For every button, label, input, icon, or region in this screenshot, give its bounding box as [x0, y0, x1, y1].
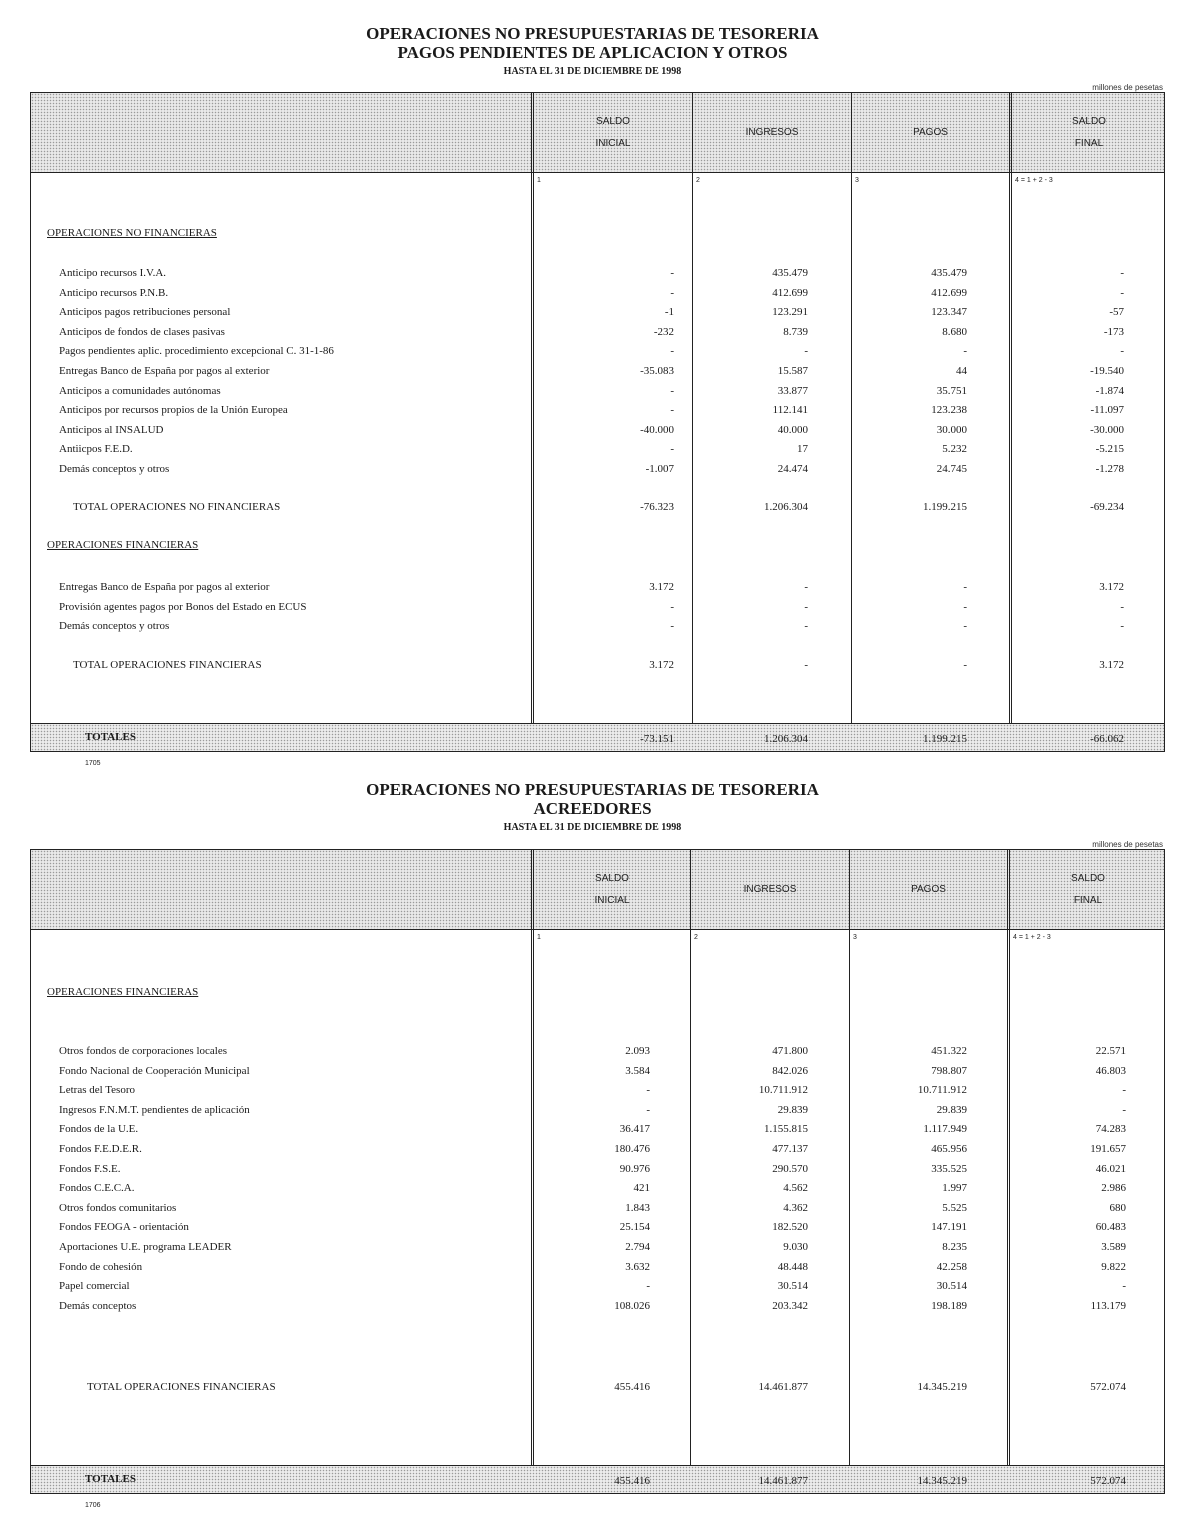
- cell-value: 1.155.815: [764, 1123, 808, 1136]
- col-number: 4 = 1 + 2 - 3: [1013, 934, 1051, 941]
- section-heading: OPERACIONES FINANCIERAS: [47, 986, 199, 998]
- cell-value: -: [670, 286, 674, 299]
- cell-value: -19.540: [1090, 365, 1124, 377]
- cell-value: -: [670, 600, 674, 613]
- table2-title: OPERACIONES NO PRESUPUESTARIAS DE TESORERIA: [366, 780, 819, 799]
- cell-value: 182.520: [772, 1221, 808, 1234]
- cell-value: -11.097: [1090, 404, 1124, 417]
- table-row: [31, 383, 1164, 401]
- table2-units: millones de pesetas: [1092, 840, 1163, 849]
- cell-value: -: [963, 581, 967, 593]
- cell-value: 40.000: [777, 423, 808, 436]
- total-row: TOTAL OPERACIONES FINANCIERAS 455.416 14.461.877 14.345.219 572.074: [87, 1381, 1126, 1393]
- table-row: [31, 1141, 1164, 1159]
- row-label: Provisión agentes pagos por Bonos del Estado en ECUS: [59, 600, 307, 613]
- cell-value: 2.986: [1101, 1182, 1126, 1195]
- table-row: [31, 343, 1164, 361]
- col-number: 3: [853, 934, 857, 941]
- cell-value: -: [804, 620, 808, 633]
- row-label: Demás conceptos y otros: [59, 463, 170, 475]
- cell-value: 29.839: [936, 1103, 967, 1116]
- row-label: Anticipos pagos retribuciones personal: [59, 306, 231, 319]
- cell-value: 9.822: [1101, 1260, 1126, 1273]
- cell-value: -: [670, 345, 674, 358]
- col-saldo-inicial-header: SALDO INICIAL: [594, 873, 630, 906]
- cell-value: 24.745: [936, 463, 967, 475]
- page-code: 1706: [85, 1502, 101, 1509]
- table-row: [31, 461, 1164, 479]
- table-row: [31, 1219, 1164, 1237]
- cell-value: 8.680: [942, 325, 967, 338]
- cell-value: 4.562: [783, 1182, 808, 1195]
- cell-value: 25.154: [619, 1221, 650, 1234]
- cell-value: 412.699: [772, 286, 808, 299]
- cell-value: -: [1120, 286, 1124, 299]
- col-number: 4 = 1 + 2 - 3: [1015, 177, 1053, 184]
- cell-value: 90.976: [619, 1162, 650, 1175]
- cell-value: 113.179: [1090, 1299, 1126, 1312]
- table1-date: HASTA EL 31 DE DICIEMBRE DE 1998: [503, 66, 682, 77]
- table-row: [31, 1121, 1164, 1139]
- row-label: Papel comercial: [59, 1280, 130, 1293]
- row-label: Anticipos de fondos de clases pasivas: [59, 325, 225, 338]
- row-label: Antiicpos F.E.D.: [59, 443, 133, 456]
- cell-value: -1: [664, 306, 674, 319]
- cell-value: -5.215: [1095, 443, 1124, 456]
- cell-value: 3.172: [649, 581, 674, 593]
- table1-subtitle-line: PAGOS PENDIENTES DE APLICACION Y OTROS: [397, 43, 788, 62]
- cell-value: 2.093: [625, 1045, 650, 1057]
- cell-value: -: [646, 1280, 650, 1293]
- cell-value: -: [670, 443, 674, 456]
- cell-value: 17: [797, 443, 808, 456]
- cell-value: -: [1122, 1280, 1126, 1293]
- cell-value: 680: [1109, 1201, 1126, 1214]
- cell-value: -: [1120, 620, 1124, 633]
- col-saldo-final-header: SALDO FINAL: [1071, 873, 1105, 906]
- row-label: Fondo de cohesión: [59, 1260, 143, 1273]
- cell-value: 123.347: [931, 306, 967, 319]
- cell-value: -: [804, 581, 808, 593]
- cell-value: 44: [956, 365, 967, 377]
- table1: [30, 92, 1165, 752]
- cell-value: -232: [653, 325, 674, 338]
- row-label: Demás conceptos: [59, 1299, 137, 1312]
- row-label: Fondos de la U.E.: [59, 1123, 139, 1136]
- cell-value: 421: [633, 1182, 650, 1195]
- row-label: Ingresos F.N.M.T. pendientes de aplicación: [59, 1103, 250, 1116]
- cell-value: 8.739: [783, 325, 808, 338]
- cell-value: 74.283: [1095, 1123, 1126, 1136]
- row-label: Letras del Tesoro: [59, 1084, 136, 1097]
- table-row: [31, 1239, 1164, 1257]
- table2: [30, 849, 1165, 1494]
- cell-value: 1.997: [942, 1182, 967, 1195]
- col-pagos-header: PAGOS: [911, 884, 946, 895]
- table-row: [31, 422, 1164, 440]
- cell-value: 112.141: [772, 404, 808, 417]
- col-saldo-final-header: SALDO FINAL: [1072, 116, 1106, 149]
- row-label: Otros fondos comunitarios: [59, 1201, 177, 1214]
- cell-value: -: [963, 600, 967, 613]
- cell-value: 8.235: [942, 1241, 967, 1253]
- cell-value: 35.751: [936, 384, 967, 397]
- totales-row: TOTALES 455.416 14.461.877 14.345.219 572.074: [31, 1465, 1164, 1493]
- cell-value: -30.000: [1090, 423, 1124, 436]
- row-label: Aportaciones U.E. programa LEADER: [59, 1241, 232, 1253]
- row-label: Fondos F.S.E.: [59, 1162, 121, 1175]
- cell-value: 798.807: [931, 1064, 967, 1077]
- table-row: [31, 1298, 1164, 1316]
- row-label: Fondos F.E.D.E.R.: [59, 1143, 142, 1155]
- cell-value: 36.417: [619, 1123, 650, 1136]
- row-label: Pagos pendientes aplic. procedimiento excepcional C. 31-1-86: [59, 345, 334, 358]
- table2-subtitle-line: ACREEDORES: [533, 799, 652, 818]
- col-pagos-header: PAGOS: [913, 127, 948, 138]
- col-saldo-inicial-header: SALDO INICIAL: [595, 116, 631, 149]
- cell-value: 48.448: [777, 1260, 808, 1273]
- cell-value: 108.026: [614, 1299, 650, 1312]
- row-label: Fondos FEOGA - orientación: [59, 1221, 189, 1234]
- cell-value: -: [804, 600, 808, 613]
- cell-value: -: [646, 1084, 650, 1097]
- table-row: [31, 402, 1164, 420]
- cell-value: -: [804, 345, 808, 358]
- cell-value: 123.238: [931, 404, 967, 417]
- table-row: [31, 1043, 1164, 1061]
- col-number: 1: [537, 934, 541, 941]
- cell-value: -: [670, 267, 674, 279]
- table-row: [31, 363, 1164, 381]
- cell-value: 3.632: [625, 1260, 650, 1273]
- cell-value: 191.657: [1090, 1143, 1126, 1155]
- cell-value: 451.322: [931, 1045, 967, 1057]
- section-heading: OPERACIONES FINANCIERAS: [47, 539, 199, 551]
- section-heading: OPERACIONES NO FINANCIERAS: [47, 227, 217, 239]
- cell-value: 5.525: [942, 1201, 967, 1214]
- cell-value: -57: [1109, 306, 1124, 319]
- cell-value: 198.189: [931, 1299, 967, 1312]
- cell-value: 1.117.949: [923, 1123, 967, 1136]
- cell-value: 2.794: [625, 1241, 650, 1253]
- cell-value: 335.525: [931, 1162, 967, 1175]
- cell-value: 30.514: [936, 1280, 967, 1293]
- table-row: [31, 1200, 1164, 1218]
- cell-value: -: [963, 345, 967, 358]
- cell-value: -: [963, 620, 967, 633]
- cell-value: -: [1122, 1084, 1126, 1097]
- cell-value: 46.021: [1095, 1162, 1126, 1175]
- table-row: [31, 285, 1164, 303]
- row-label: Entregas Banco de España por pagos al exterior: [59, 581, 270, 593]
- table2-date: HASTA EL 31 DE DICIEMBRE DE 1998: [503, 822, 682, 833]
- cell-value: 842.026: [772, 1064, 808, 1077]
- cell-value: 3.584: [625, 1064, 650, 1077]
- cell-value: -: [670, 620, 674, 633]
- table-row: [31, 1161, 1164, 1179]
- row-label: Anticipos por recursos propios de la Unión Europea: [59, 404, 288, 417]
- cell-value: -: [646, 1103, 650, 1116]
- cell-value: 46.803: [1095, 1064, 1126, 1077]
- row-label: Demás conceptos y otros: [59, 620, 170, 633]
- page-code: 1705: [85, 760, 101, 767]
- cell-value: 10.711.912: [758, 1084, 808, 1097]
- total-row: TOTAL OPERACIONES FINANCIERAS 3.172 - - 3.172: [73, 659, 1124, 671]
- table-row: [31, 324, 1164, 342]
- cell-value: -: [670, 384, 674, 397]
- table-row: [31, 1063, 1164, 1081]
- cell-value: 180.476: [614, 1143, 650, 1155]
- row-label: Otros fondos de corporaciones locales: [59, 1045, 228, 1057]
- col-ingresos-header: INGRESOS: [745, 127, 799, 138]
- cell-value: 412.699: [931, 286, 967, 299]
- total-row: TOTAL OPERACIONES NO FINANCIERAS -76.323 1.206.304 1.199.215 -69.234: [73, 501, 1124, 513]
- cell-value: 9.030: [783, 1241, 808, 1253]
- table-row: [31, 1259, 1164, 1277]
- cell-value: -: [1120, 600, 1124, 613]
- table-row: [31, 304, 1164, 322]
- cell-value: -40.000: [640, 423, 674, 436]
- cell-value: -: [1120, 345, 1124, 358]
- cell-value: 24.474: [777, 463, 808, 475]
- cell-value: 3.172: [1099, 581, 1124, 593]
- col-ingresos-header: INGRESOS: [743, 884, 797, 895]
- cell-value: 60.483: [1095, 1221, 1126, 1234]
- col-number: 2: [696, 177, 700, 184]
- cell-value: 290.570: [772, 1162, 808, 1175]
- table-row: [31, 1278, 1164, 1296]
- table-row: [31, 1082, 1164, 1100]
- cell-value: 435.479: [931, 267, 967, 279]
- row-label: Entregas Banco de España por pagos al exterior: [59, 365, 270, 377]
- cell-value: -: [670, 404, 674, 417]
- cell-value: 42.258: [936, 1260, 967, 1273]
- row-label: Anticipo recursos I.V.A.: [59, 267, 167, 279]
- col-number: 1: [537, 177, 541, 184]
- cell-value: -: [1122, 1103, 1126, 1116]
- table-row: [31, 599, 1164, 617]
- cell-value: 10.711.912: [917, 1084, 967, 1097]
- cell-value: 29.839: [777, 1103, 808, 1116]
- cell-value: -1.007: [645, 463, 674, 475]
- cell-value: -: [1120, 267, 1124, 279]
- row-label: Anticipo recursos P.N.B.: [59, 286, 169, 299]
- cell-value: 15.587: [777, 365, 808, 377]
- cell-value: 465.956: [931, 1143, 967, 1155]
- table-row: [31, 618, 1164, 636]
- table-row: [31, 1180, 1164, 1198]
- totales-row: TOTALES -73.151 1.206.304 1.199.215 -66.062: [31, 723, 1164, 751]
- cell-value: 147.191: [931, 1221, 967, 1234]
- cell-value: 33.877: [777, 384, 808, 397]
- table1-units: millones de pesetas: [1092, 83, 1163, 92]
- row-label: Fondos C.E.C.A.: [59, 1182, 135, 1195]
- cell-value: -1.874: [1095, 384, 1124, 397]
- cell-value: 4.362: [783, 1201, 808, 1214]
- col-number: 2: [694, 934, 698, 941]
- cell-value: 471.800: [772, 1045, 808, 1057]
- col-number: 3: [855, 177, 859, 184]
- cell-value: 30.514: [777, 1280, 808, 1293]
- cell-value: 477.137: [772, 1143, 808, 1155]
- cell-value: 30.000: [936, 423, 967, 436]
- table-row: [31, 441, 1164, 459]
- table-row: [31, 265, 1164, 283]
- table1-title: OPERACIONES NO PRESUPUESTARIAS DE TESORERIA: [366, 24, 819, 43]
- table-row: [31, 1102, 1164, 1120]
- table-row: [31, 579, 1164, 597]
- cell-value: 1.843: [625, 1201, 650, 1214]
- cell-value: 123.291: [772, 306, 808, 319]
- cell-value: 203.342: [772, 1299, 808, 1312]
- cell-value: -173: [1103, 325, 1124, 338]
- cell-value: 435.479: [772, 267, 808, 279]
- row-label: Anticipos al INSALUD: [59, 423, 164, 436]
- cell-value: -1.278: [1095, 463, 1124, 475]
- row-label: Anticipos a comunidades autónomas: [59, 384, 221, 397]
- cell-value: 3.589: [1101, 1241, 1126, 1253]
- cell-value: -35.083: [640, 365, 674, 377]
- cell-value: 5.232: [942, 443, 967, 456]
- cell-value: 22.571: [1095, 1045, 1126, 1057]
- row-label: Fondo Nacional de Cooperación Municipal: [59, 1064, 250, 1077]
